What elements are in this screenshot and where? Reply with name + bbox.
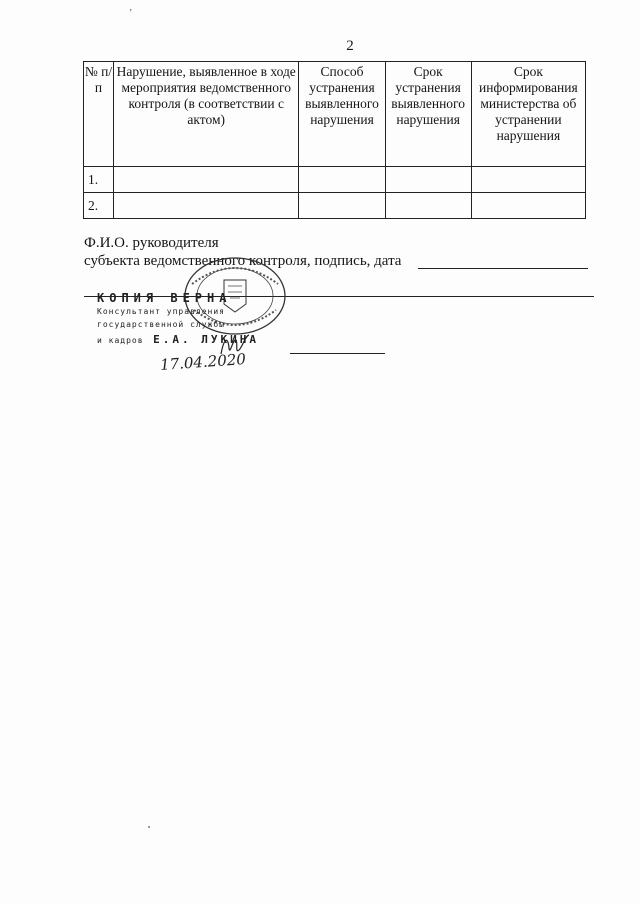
table-header-row [84, 62, 586, 167]
table-cell [299, 193, 385, 219]
table-cell [385, 167, 471, 193]
table-cell [471, 167, 585, 193]
handwritten-date: 17.04.2020 [159, 350, 247, 374]
scan-mark: ‚ [129, 2, 133, 13]
header-number: № п/п [84, 62, 114, 167]
signature-line-2: субъекта ведомственного контроля, подпись, дата [84, 253, 402, 269]
stamp-department-suffix: и кадров [97, 336, 144, 345]
table-cell [114, 193, 299, 219]
header-violation: Нарушение, выявленное в ходе мероприятия ведомственного контроля (в соответствии с актом) [114, 62, 299, 167]
table-row [84, 167, 586, 193]
signature-block [84, 234, 594, 270]
header-method: Способ устранения выявленного нарушения [299, 62, 385, 167]
short-underline [290, 353, 385, 354]
stamp-signer-name: Е.А. ЛУКИНА [153, 333, 260, 346]
page-number: 2 [346, 38, 354, 54]
signature-underline [418, 268, 588, 269]
header-notification-deadline: Срок информирования министерства об устранении нарушения [471, 62, 585, 167]
table-cell [299, 167, 385, 193]
stamp-title: КОПИЯ ВЕРНА [97, 291, 232, 305]
table-cell [114, 167, 299, 193]
table-cell: 2. [84, 193, 114, 219]
table-row [84, 193, 586, 219]
violations-table [83, 61, 586, 219]
scan-speck [148, 826, 150, 828]
header-deadline: Срок устранения выявленного нарушения [385, 62, 471, 167]
table-cell: 1. [84, 167, 114, 193]
stamp-position: Консультант управления [97, 307, 225, 316]
stamp-department: государственной службы [97, 320, 225, 329]
table-cell [385, 193, 471, 219]
table-cell [471, 193, 585, 219]
signature-line-1: Ф.И.О. руководителя [84, 235, 219, 251]
